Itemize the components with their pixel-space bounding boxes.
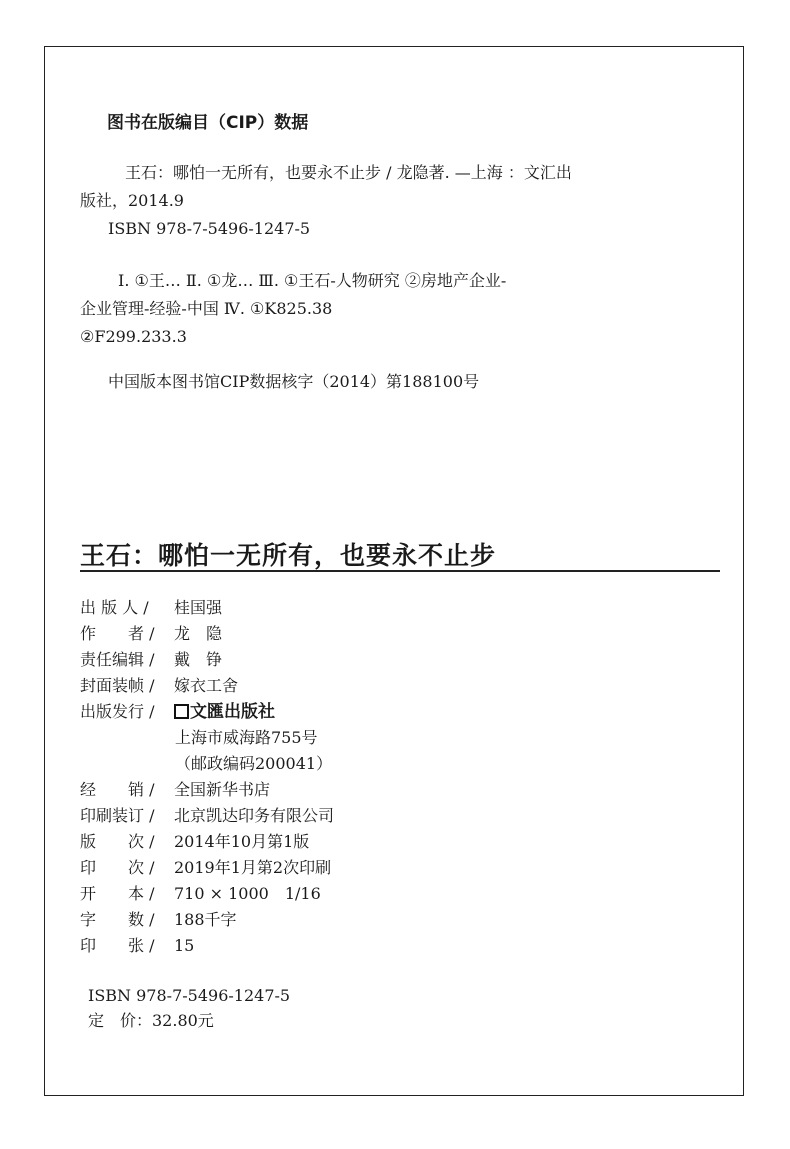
row-author xyxy=(80,623,222,645)
row-seller xyxy=(80,779,270,801)
cip-number: 中国版本图书馆CIP数据核字（2014）第188100号 xyxy=(108,372,480,391)
value-printer: 北京凯达印务有限公司 xyxy=(174,806,335,825)
label-author: 作 者 / xyxy=(80,624,155,643)
value-publisher-person: 桂国强 xyxy=(174,598,223,617)
label-printer: 印刷装订 / xyxy=(80,806,155,825)
label-publisher-person: 出 版 人 / xyxy=(80,598,149,617)
cip-subject-line-2: 企业管理-经验-中国 Ⅳ. ①K825.38 xyxy=(80,299,333,318)
value-sheets: 15 xyxy=(174,936,195,955)
row-printer xyxy=(80,805,334,827)
value-format: 710 × 1000 1/16 xyxy=(174,884,321,903)
cip-subject-line-3: ②F299.233.3 xyxy=(80,327,187,346)
title-divider xyxy=(80,570,720,572)
cip-heading: 图书在版编目（CIP）数据 xyxy=(107,113,309,133)
publisher-postcode: （邮政编码200041） xyxy=(175,754,333,773)
value-editor: 戴 铮 xyxy=(174,650,223,669)
row-format xyxy=(80,883,321,905)
footer-isbn: ISBN 978-7-5496-1247-5 xyxy=(88,986,291,1005)
label-wordcount: 字 数 / xyxy=(80,910,155,929)
publisher-address: 上海市威海路755号 xyxy=(175,728,318,747)
row-wordcount xyxy=(80,909,237,931)
cip-entry-line-1: 王石：哪怕一无所有，也要永不止步 / 龙隐著. —上海 ：文汇出 xyxy=(125,163,572,182)
row-printing xyxy=(80,857,331,879)
footer-price: 定 价：32.80元 xyxy=(88,1011,214,1030)
value-printing: 2019年1月第2次印刷 xyxy=(174,858,332,877)
row-distribution xyxy=(80,701,275,723)
publisher-logo-icon xyxy=(174,704,189,719)
row-editor xyxy=(80,649,222,671)
label-sheets: 印 张 / xyxy=(80,936,155,955)
label-seller: 经 销 / xyxy=(80,780,155,799)
cip-subject-line-1: Ⅰ. ①王… Ⅱ. ①龙… Ⅲ. ①王石-人物研究 ②房地产企业- xyxy=(118,271,507,290)
value-author: 龙 隐 xyxy=(174,624,223,643)
label-format: 开 本 / xyxy=(80,884,155,903)
value-seller: 全国新华书店 xyxy=(174,780,271,799)
label-editor: 责任编辑 / xyxy=(80,650,155,669)
cip-entry-line-2: 版社，2014.9 xyxy=(80,191,184,210)
label-edition: 版 次 / xyxy=(80,832,155,851)
book-title: 王石：哪怕一无所有，也要永不止步 xyxy=(80,541,497,570)
label-printing: 印 次 / xyxy=(80,858,155,877)
label-distribution: 出版发行 / xyxy=(80,702,155,721)
row-publisher-person xyxy=(80,597,222,619)
value-edition: 2014年10月第1版 xyxy=(174,832,310,851)
row-cover xyxy=(80,675,238,697)
row-edition xyxy=(80,831,309,853)
row-sheets xyxy=(80,935,194,957)
label-cover: 封面装帧 / xyxy=(80,676,155,695)
value-cover: 嫁衣工舍 xyxy=(174,676,239,695)
publisher-name: 文匯出版社 xyxy=(190,702,275,722)
cip-isbn: ISBN 978-7-5496-1247-5 xyxy=(108,219,311,238)
value-wordcount: 188千字 xyxy=(174,910,237,929)
